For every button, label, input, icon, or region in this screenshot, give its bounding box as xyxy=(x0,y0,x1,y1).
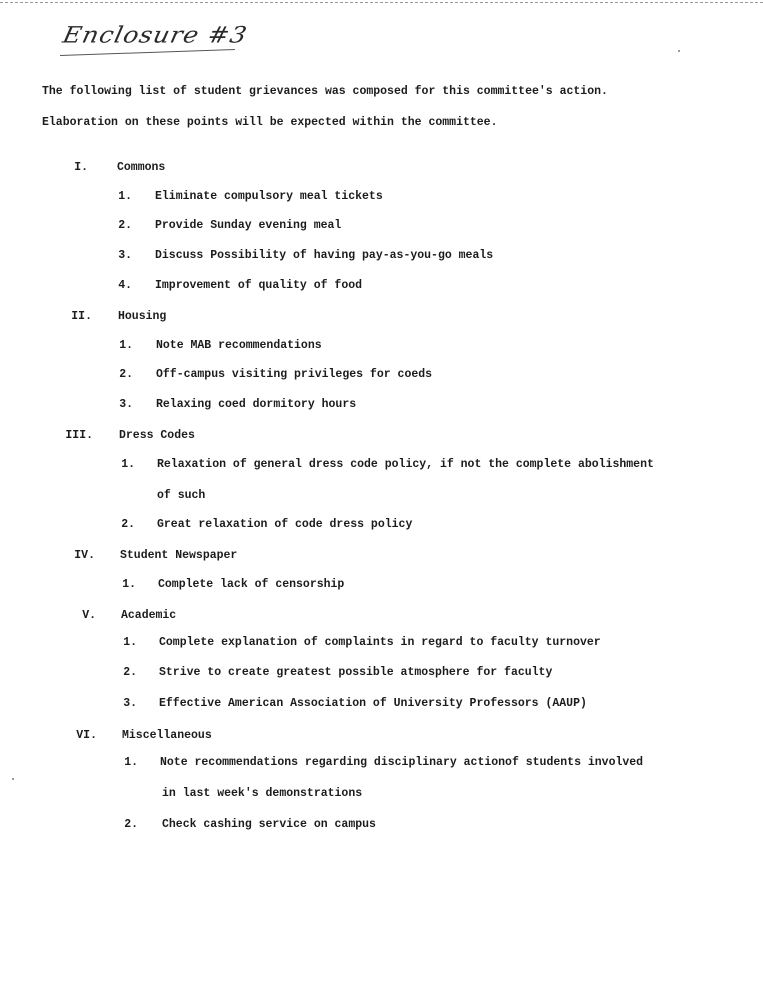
item-text: Note MAB recommendations xyxy=(156,339,322,352)
item-text: Off-campus visiting privileges for coeds xyxy=(156,368,433,381)
item-number: 1. xyxy=(122,578,136,591)
item-text: Complete explanation of complaints in regard to faculty turnover xyxy=(159,636,601,649)
intro-line-1: The following list of student grievances was composed for this committee's action. xyxy=(42,85,608,98)
section-numeral: IV. xyxy=(74,549,95,562)
item-text-continued: of such xyxy=(157,489,206,502)
paper-speck xyxy=(12,778,14,780)
section-title: Commons xyxy=(117,161,166,174)
heading-underline xyxy=(60,49,235,56)
item-number: 4. xyxy=(118,279,132,292)
section-title: Housing xyxy=(118,310,167,323)
item-text-continued: in last week's demonstrations xyxy=(162,787,363,800)
item-text: Effective American Association of University Professors (AAUP) xyxy=(159,697,587,710)
item-number: 1. xyxy=(124,756,138,769)
item-number: 1. xyxy=(119,339,133,352)
item-text: Discuss Possibility of having pay-as-you-go meals xyxy=(155,249,494,262)
item-text: Provide Sunday evening meal xyxy=(155,219,342,232)
item-text: Check cashing service on campus xyxy=(162,818,376,831)
section-numeral: VI. xyxy=(76,729,97,742)
section-numeral: III. xyxy=(65,429,93,442)
item-number: 2. xyxy=(118,219,132,232)
section-title: Miscellaneous xyxy=(122,729,212,742)
item-number: 2. xyxy=(119,368,133,381)
item-number: 1. xyxy=(123,636,137,649)
section-title: Student Newspaper xyxy=(120,549,238,562)
paper-speck xyxy=(678,50,680,52)
section-numeral: V. xyxy=(82,609,96,622)
handwritten-heading: Enclosure #3 xyxy=(60,22,250,49)
item-text: Great relaxation of code dress policy xyxy=(157,518,413,531)
section-title: Academic xyxy=(121,609,177,622)
item-text: Relaxation of general dress code policy, if not the complete abolishment xyxy=(157,458,654,471)
intro-line-2: Elaboration on these points will be expected within the committee. xyxy=(42,116,498,129)
section-numeral: II. xyxy=(71,310,92,323)
section-title: Dress Codes xyxy=(119,429,195,442)
item-text: Eliminate compulsory meal tickets xyxy=(155,190,383,203)
item-number: 3. xyxy=(123,697,137,710)
item-text: Strive to create greatest possible atmosphere for faculty xyxy=(159,666,553,679)
item-text: Complete lack of censorship xyxy=(158,578,345,591)
item-number: 3. xyxy=(118,249,132,262)
item-number: 2. xyxy=(124,818,138,831)
item-text: Note recommendations regarding disciplinary actionof students involved xyxy=(160,756,644,769)
item-text: Relaxing coed dormitory hours xyxy=(156,398,357,411)
item-number: 2. xyxy=(123,666,137,679)
section-numeral: I. xyxy=(74,161,88,174)
page-top-edge xyxy=(0,2,763,3)
item-text: Improvement of quality of food xyxy=(155,279,363,292)
item-number: 3. xyxy=(119,398,133,411)
item-number: 1. xyxy=(118,190,132,203)
item-number: 1. xyxy=(121,458,135,471)
item-number: 2. xyxy=(121,518,135,531)
